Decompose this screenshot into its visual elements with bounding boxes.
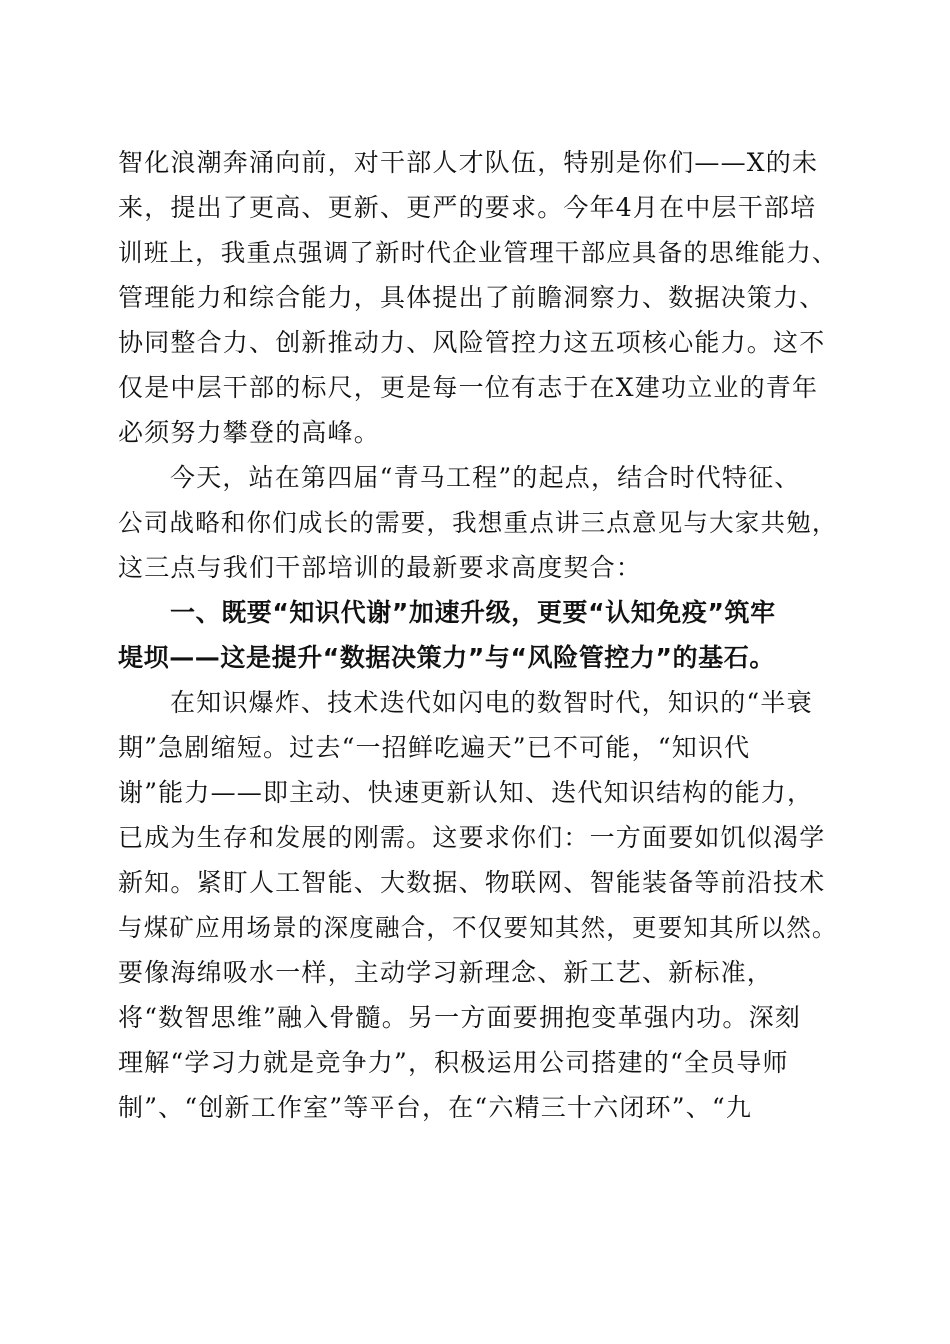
body-line: 仅是中层干部的标尺，更是每一位有志于在X建功立业的青年 [118,373,819,402]
body-line: 这三点与我们干部培训的最新要求高度契合： [118,553,643,582]
section-heading-line: 堤坝——这是提升“数据决策力”与“风险管控力”的基石。 [118,643,775,672]
body-line: 在知识爆炸、技术迭代如闪电的数智时代，知识的“半衰 [170,688,813,717]
body-line: 要像海绵吸水一样，主动学习新理念、新工艺、新标准， [118,958,774,987]
body-line: 期”急剧缩短。过去“一招鲜吃遍天”已不可能，“知识代 [118,733,751,762]
section-heading-line: 一、既要“知识代谢”加速升级，更要“认知免疫”筑牢 [170,598,776,627]
body-line: 协同整合力、创新推动力、风险管控力这五项核心能力。这不 [118,328,826,357]
body-line: 必须努力攀登的高峰。 [118,418,381,447]
body-line: 与煤矿应用场景的深度融合，不仅要知其然，更要知其所以然。 [118,913,838,942]
body-line: 来，提出了更高、更新、更严的要求。今年4月在中层干部培 [118,193,817,222]
body-line: 将“数智思维”融入骨髓。另一方面要拥抱变革强内功。深刻 [118,1003,801,1032]
body-line: 制”、“创新工作室”等平台，在“六精三十六闭环”、“九 [118,1093,753,1122]
body-line: 已成为生存和发展的刚需。这要求你们：一方面要如饥似渴学 [118,823,826,852]
body-line: 管理能力和综合能力，具体提出了前瞻洞察力、数据决策力、 [118,283,826,312]
body-line: 今天，站在第四届“青马工程”的起点，结合时代特征、 [170,463,801,492]
body-line: 谢”能力——即主动、快速更新认知、迭代知识结构的能力， [118,778,814,807]
body-line: 理解“学习力就是竞争力”，积极运用公司搭建的“全员导师 [118,1048,789,1077]
body-line: 新知。紧盯人工智能、大数据、物联网、智能装备等前沿技术 [118,868,826,897]
body-line: 训班上，我重点强调了新时代企业管理干部应具备的思维能力、 [118,238,838,267]
body-line: 智化浪潮奔涌向前，对干部人才队伍，特别是你们——X的未 [118,148,819,177]
body-line: 公司战略和你们成长的需要，我想重点讲三点意见与大家共勉， [118,508,838,537]
